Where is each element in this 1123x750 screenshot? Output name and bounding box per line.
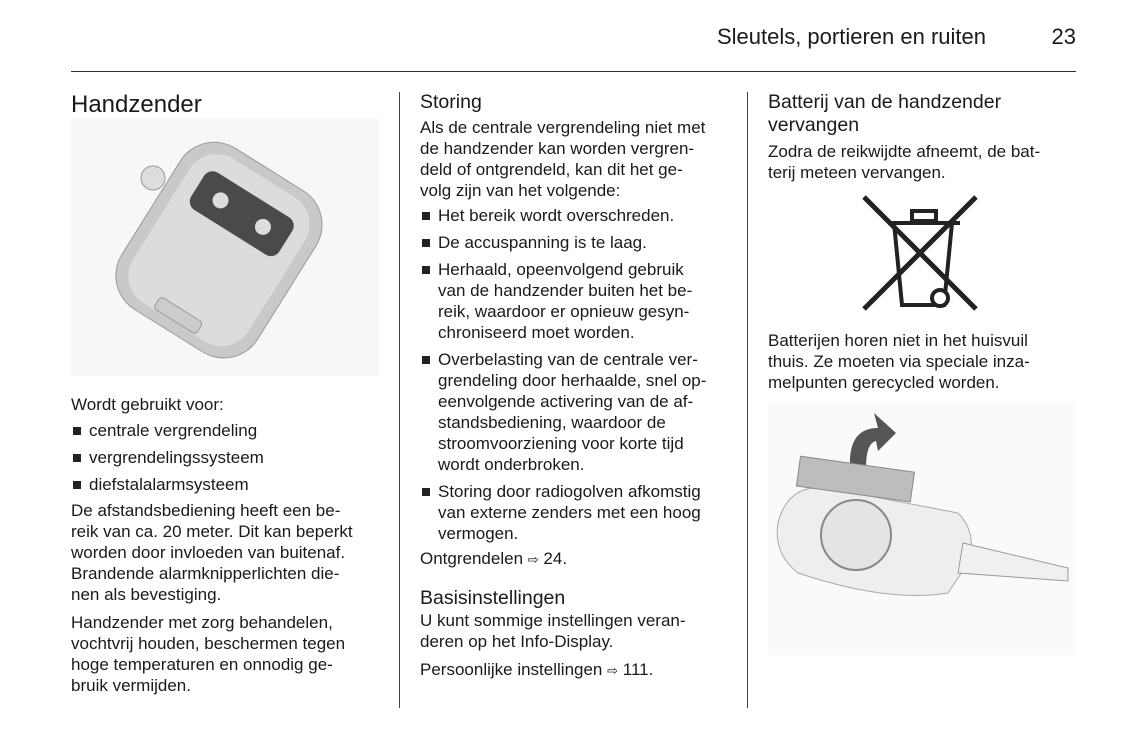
intro-text: Wordt gebruikt voor:	[71, 395, 224, 414]
cause-list	[420, 205, 735, 550]
list-item: diefstalalarmsysteem	[71, 474, 381, 495]
key-fob-image	[71, 118, 379, 376]
text-line: Storing door radiogolven afkomstig	[438, 482, 701, 501]
text-line: vermogen.	[438, 524, 519, 543]
text-line: terij meteen vervangen.	[768, 163, 946, 182]
page-ref-arrow-icon: ⇨	[607, 663, 619, 678]
text-line: van externe zenders met een hoog	[438, 503, 701, 522]
text-line: melpunten gerecycled worden.	[768, 373, 1000, 392]
basis-paragraph	[420, 610, 686, 652]
text-line: stroomvoorziening voor korte tijd	[438, 434, 684, 453]
text-line: De afstandsbediening heeft een be-	[71, 501, 341, 520]
text-line: Batterij van de handzender	[768, 91, 1002, 113]
reference-ontgrendelen[interactable]	[420, 548, 567, 570]
text-line: eenvolgende activering van de af-	[438, 392, 694, 411]
text-line: hoge temperaturen en onnodig ge-	[71, 655, 333, 674]
text-line: wordt onderbroken.	[438, 455, 585, 474]
heading-basisinstellingen: Basisinstellingen	[420, 587, 566, 609]
reference-label: Persoonlijke instellingen	[420, 660, 603, 679]
text-line: de handzender kan worden vergren-	[420, 139, 695, 158]
text-line: vervangen	[768, 114, 860, 136]
page-ref-arrow-icon: ⇨	[527, 552, 539, 567]
list-item: centrale vergrendeling	[71, 420, 381, 441]
text-line: Het bereik wordt overschreden.	[438, 206, 675, 225]
text-line: Batterijen horen niet in het huisvuil	[768, 331, 1028, 350]
text-line: van de handzender buiten het be-	[438, 281, 693, 300]
text-line: deren op het Info-Display.	[420, 632, 614, 651]
column-divider	[747, 92, 748, 708]
list-item	[420, 259, 735, 343]
page-number: 23	[1051, 24, 1076, 49]
list-item	[420, 481, 735, 544]
text-line: U kunt sommige instellingen veran-	[420, 611, 686, 630]
header-divider	[71, 71, 1076, 72]
list-item	[420, 232, 735, 253]
reference-label: Ontgrendelen	[420, 549, 524, 568]
text-line: Overbelasting van de centrale ver-	[438, 350, 698, 369]
storing-intro	[420, 117, 705, 201]
range-paragraph	[71, 500, 353, 605]
text-line: nen als bevestiging.	[71, 585, 222, 604]
text-line: thuis. Ze moeten via speciale inza-	[768, 352, 1030, 371]
reference-persoonlijke[interactable]	[420, 659, 653, 681]
reference-page: 24.	[543, 549, 568, 568]
text-line: standsbediening, waardoor de	[438, 413, 666, 432]
battery-paragraph	[768, 141, 1040, 183]
heading-handzender: Handzender	[71, 91, 202, 118]
list-item: vergrendelingssysteem	[71, 447, 381, 468]
text-line: reik, waardoor er opnieuw gesyn-	[438, 302, 690, 321]
text-line: Zodra de reikwijdte afneemt, de bat-	[768, 142, 1041, 161]
text-line: bruik vermijden.	[71, 676, 191, 695]
text-line: volg zijn van het volgende:	[420, 181, 621, 200]
text-line: worden door invloeden van buitenaf.	[71, 543, 346, 562]
text-line: chroniseerd moet worden.	[438, 323, 635, 342]
battery-replacement-image	[768, 403, 1076, 655]
list-item	[420, 205, 735, 226]
heading-batterij	[768, 91, 1001, 137]
disposal-paragraph	[768, 330, 1030, 393]
text-line: Handzender met zorg behandelen,	[71, 613, 333, 632]
text-line: vochtvrij houden, beschermen tegen	[71, 634, 346, 653]
usage-list	[71, 420, 381, 495]
text-line: deld of ontgrendeld, kan dit het ge-	[420, 160, 683, 179]
column-divider	[399, 92, 400, 708]
crossed-out-bin-icon	[860, 193, 980, 313]
text-line: reik van ca. 20 meter. Dit kan beperkt	[71, 522, 353, 541]
care-paragraph	[71, 612, 345, 696]
section-title: Sleutels, portieren en ruiten	[716, 24, 986, 49]
text-line: grendeling door herhaalde, snel op-	[438, 371, 707, 390]
text-line: De accuspanning is te laag.	[438, 233, 647, 252]
text-line: Als de centrale vergrendeling niet met	[420, 118, 706, 137]
text-line: Herhaald, opeenvolgend gebruik	[438, 260, 684, 279]
reference-page: 111.	[622, 660, 654, 679]
heading-storing: Storing	[420, 91, 482, 113]
text-line: Brandende alarmknipperlichten die-	[71, 564, 340, 583]
list-item	[420, 349, 735, 475]
